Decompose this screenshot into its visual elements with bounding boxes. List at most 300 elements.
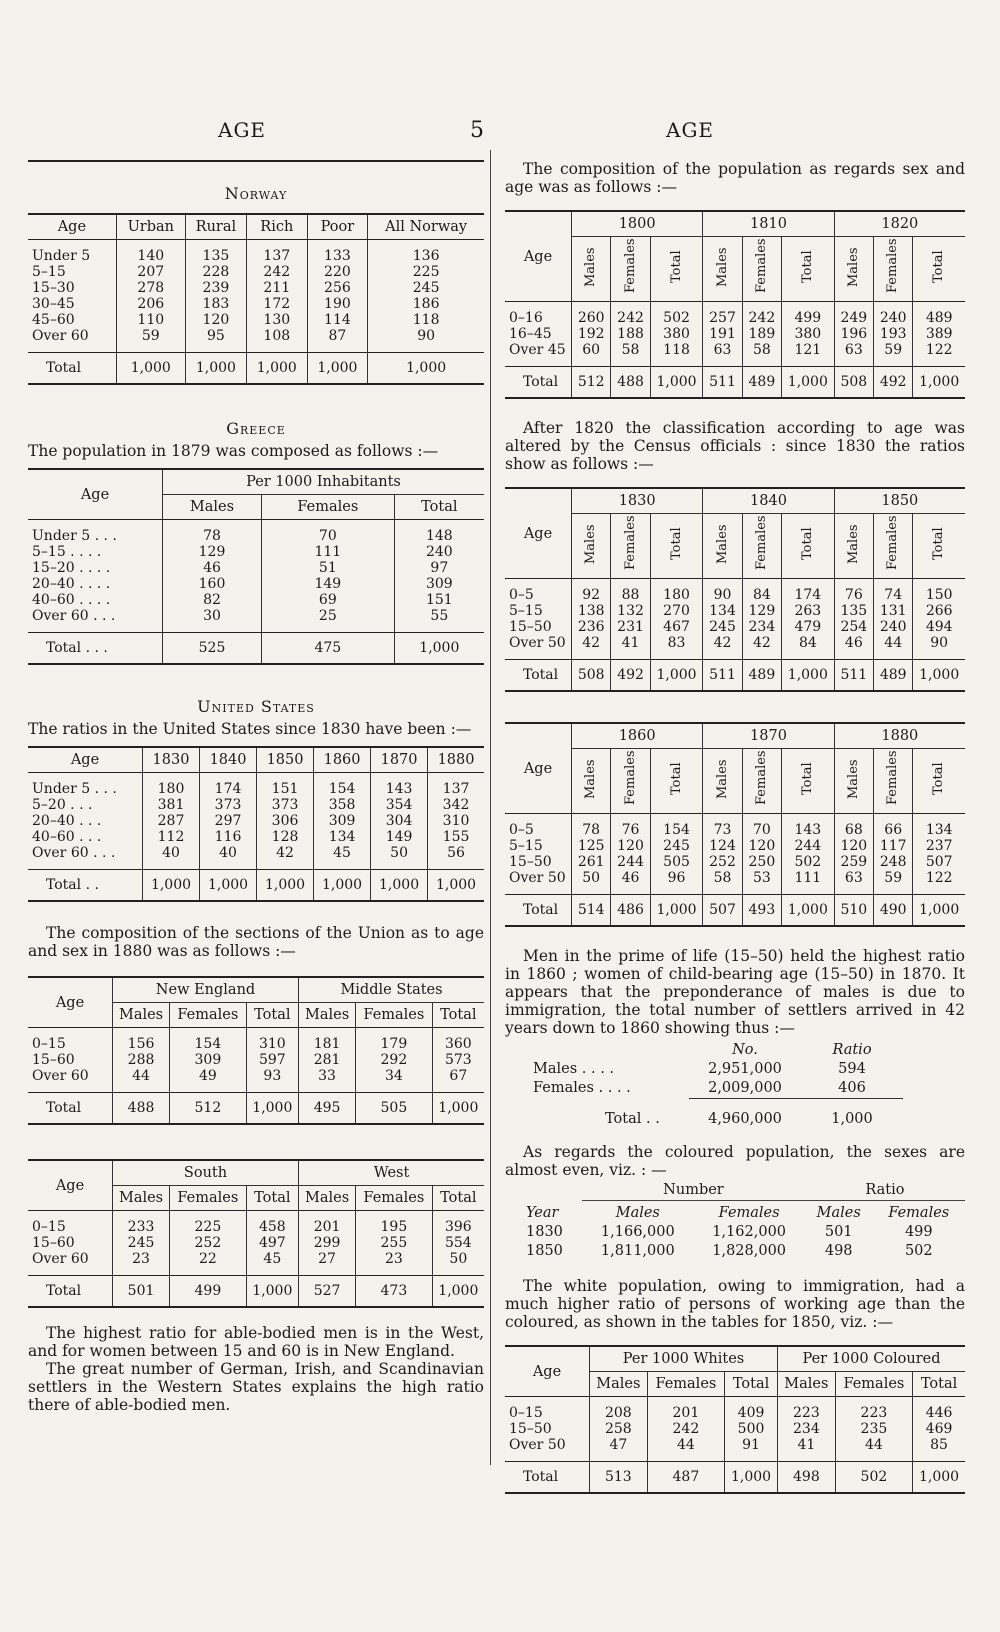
subcolumn-header [650, 514, 703, 579]
settlers-row [523, 1079, 903, 1099]
total-cell: 502 [835, 1462, 912, 1494]
total-row [28, 870, 484, 902]
year-header: 1840 [703, 488, 834, 514]
settlers-col-ratio: Ratio [832, 1042, 872, 1058]
table-row [28, 829, 484, 845]
table-cell: 128 [257, 829, 314, 845]
subcolumn-label: Males [583, 759, 599, 799]
table-row [505, 854, 965, 870]
sections-a-col: Males [113, 1003, 170, 1028]
table-cell: 160 [163, 576, 262, 592]
subcolumn-header [703, 514, 742, 579]
table-cell: 53 [742, 870, 781, 895]
table-cell: 172 [246, 296, 307, 312]
table-cell: 233 [113, 1211, 170, 1236]
total-label: Total [505, 895, 572, 927]
sections-b-col: Total [432, 1186, 484, 1211]
age-header: Age [505, 488, 572, 579]
table-cell: 135 [834, 603, 873, 619]
total-cell: 1,000 [432, 1276, 484, 1308]
total-cell: 493 [742, 895, 781, 927]
total-label: Total [28, 1276, 113, 1308]
total-cell: 490 [874, 895, 913, 927]
table-row [505, 870, 965, 895]
table-row [28, 264, 484, 280]
column-divider [490, 150, 491, 1465]
table-row [28, 845, 484, 870]
total-cell: 1,000 [913, 895, 965, 927]
greece-age-header: Age [28, 469, 163, 520]
coloured-col: Males [816, 1205, 861, 1221]
norway-col-age: Age [28, 214, 116, 240]
table-cell: 380 [650, 326, 703, 342]
table-cell: 206 [116, 296, 185, 312]
row-label: 0–16 [509, 310, 543, 326]
wc-col: Total [913, 1372, 965, 1397]
table-row [28, 773, 484, 798]
total-cell: 498 [778, 1462, 836, 1494]
table-cell: 55 [394, 608, 484, 633]
coloured-year: 1830 [526, 1224, 563, 1240]
sections-b-col: Males [299, 1186, 356, 1211]
table-cell: 59 [874, 342, 913, 367]
subcolumn-label: Females [622, 238, 638, 293]
row-label: 0–15 [32, 1219, 66, 1235]
table-cell: 44 [113, 1068, 170, 1093]
table-cell: 373 [200, 797, 257, 813]
total-cell: 1,000 [913, 1462, 965, 1494]
us-col-1830: 1830 [143, 747, 200, 773]
table-cell: 252 [170, 1235, 247, 1251]
table-cell: 138 [572, 603, 611, 619]
row-label: 5–15 [32, 264, 66, 280]
subcolumn-header [703, 237, 742, 302]
table-cell: 342 [428, 797, 484, 813]
row-label: 30–45 [32, 296, 75, 312]
table-cell: 263 [782, 603, 835, 619]
total-cell: 489 [874, 660, 913, 692]
table-row [28, 1052, 484, 1068]
table-cell: 502 [782, 854, 835, 870]
table-cell: 597 [246, 1052, 298, 1068]
table-cell: 44 [835, 1437, 912, 1462]
table-row [28, 592, 484, 608]
total-cell: 1,000 [246, 353, 307, 385]
table-cell: 266 [913, 603, 965, 619]
subcolumn-header [572, 514, 611, 579]
table-cell: 90 [703, 579, 742, 604]
subcolumn-label: Total [931, 250, 947, 284]
left-closing-p2: The great number of German, Irish, and Scandinavian settlers in the Western States explains the high ratio there of able-bodied men. [28, 1360, 484, 1414]
table-cell: 76 [611, 814, 650, 839]
table-cell: 23 [113, 1251, 170, 1276]
table-row [28, 240, 484, 265]
settlers-total-no: 4,960,000 [689, 1099, 801, 1130]
table-cell: 49 [170, 1068, 247, 1093]
table-row [28, 1211, 484, 1236]
table-row [28, 813, 484, 829]
table-cell: 58 [611, 342, 650, 367]
subcolumn-header [703, 749, 742, 814]
settlers-total-label: Total . . [605, 1111, 660, 1128]
table-cell: 149 [261, 576, 394, 592]
table-cell: 120 [611, 838, 650, 854]
table-cell: 306 [257, 813, 314, 829]
table-cell: 30 [163, 608, 262, 633]
table-cell: 46 [834, 635, 873, 660]
sections-b-age-header: Age [28, 1160, 113, 1211]
table-cell: 250 [742, 854, 781, 870]
row-label: 40–60 . . . [32, 829, 102, 845]
table-cell: 90 [368, 328, 484, 353]
table-cell: 67 [432, 1068, 484, 1093]
row-label: Under 5 [32, 248, 91, 264]
coloured-cell: 1,162,000 [712, 1224, 787, 1240]
table-cell: 258 [590, 1421, 648, 1437]
table-cell: 255 [356, 1235, 433, 1251]
settlers-row [523, 1060, 903, 1079]
table-cell: 188 [611, 326, 650, 342]
year-header: 1880 [834, 723, 965, 749]
table-cell: 240 [874, 302, 913, 327]
right-column [505, 160, 965, 1494]
table-row [28, 1235, 484, 1251]
settlers-cell: 594 [838, 1061, 866, 1077]
sections-a-col: Total [432, 1003, 484, 1028]
table-cell: 573 [432, 1052, 484, 1068]
coloured-cell: 1,828,000 [712, 1243, 787, 1259]
sections-table-south-west [28, 1159, 484, 1308]
table-cell: 120 [742, 838, 781, 854]
table-cell: 310 [246, 1028, 298, 1053]
table-cell: 254 [834, 619, 873, 635]
table-cell: 85 [913, 1437, 965, 1462]
year-header: 1830 [572, 488, 703, 514]
year-header: 1820 [834, 211, 965, 237]
table-cell: 130 [246, 312, 307, 328]
coloured-cell: 499 [904, 1224, 933, 1240]
subcolumn-label: Females [622, 750, 638, 805]
norway-table [28, 213, 484, 385]
table-cell: 299 [299, 1235, 356, 1251]
coloured-row [525, 1242, 965, 1261]
table-cell: 240 [874, 619, 913, 635]
table-row [505, 579, 965, 604]
table-cell: 257 [703, 302, 742, 327]
subcolumn-header [782, 514, 835, 579]
total-cell: 511 [834, 660, 873, 692]
row-label: 0–5 [509, 822, 534, 838]
total-row [505, 660, 965, 692]
table-cell: 245 [650, 838, 703, 854]
row-label: Over 60 [32, 1251, 89, 1267]
total-cell: 1,000 [116, 353, 185, 385]
table-cell: 58 [742, 342, 781, 367]
white-population-text: The white population, owing to immigration, had a much higher ratio of persons of working age than the coloured, as shown in the tables for 1850, viz. :— [505, 1277, 965, 1331]
table-row [505, 1397, 965, 1422]
table-cell: 494 [913, 619, 965, 635]
row-label: 45–60 [32, 312, 75, 328]
total-row [505, 895, 965, 927]
subcolumn-label: Males [845, 759, 861, 799]
table-cell: 131 [874, 603, 913, 619]
sections-a-group1: New England [113, 977, 299, 1003]
sections-a-col: Females [356, 1003, 433, 1028]
table-cell: 133 [307, 240, 368, 265]
total-row [28, 633, 484, 665]
table-cell: 121 [782, 342, 835, 367]
table-cell: 554 [432, 1235, 484, 1251]
us-col-1850: 1850 [257, 747, 314, 773]
left-closing-p1: The highest ratio for able-bodied men is in the West, and for women between 15 and 60 is in New England. [28, 1324, 484, 1360]
table-cell: 44 [874, 635, 913, 660]
table-cell: 59 [116, 328, 185, 353]
total-cell: 486 [611, 895, 650, 927]
composition-table-1830-1850 [505, 487, 965, 692]
table-cell: 118 [650, 342, 703, 367]
table-cell: 186 [368, 296, 484, 312]
row-label: 15–50 [509, 1421, 552, 1437]
row-label: 5–15 . . . . [32, 544, 102, 560]
total-cell: 1,000 [913, 367, 965, 399]
row-label: 15–50 [509, 854, 552, 870]
us-col-age: Age [28, 747, 143, 773]
table-cell: 242 [647, 1421, 724, 1437]
row-label: 15–30 [32, 280, 75, 296]
table-cell: 242 [742, 302, 781, 327]
table-cell: 25 [261, 608, 394, 633]
left-running-head: AGE [218, 118, 267, 142]
total-cell: 475 [261, 633, 394, 665]
table-cell: 234 [778, 1421, 836, 1437]
row-label: Under 5 . . . [32, 528, 117, 544]
row-label: 15–20 . . . . [32, 560, 111, 576]
table-cell: 256 [307, 280, 368, 296]
sections-a-col: Females [170, 1003, 247, 1028]
subcolumn-header [782, 749, 835, 814]
subcolumn-header [611, 749, 650, 814]
left-column [28, 160, 484, 1414]
table-cell: 73 [703, 814, 742, 839]
table-cell: 125 [572, 838, 611, 854]
settlers-label: Females . . . . [533, 1080, 631, 1097]
table-cell: 469 [913, 1421, 965, 1437]
subcolumn-header [572, 237, 611, 302]
table-cell: 129 [163, 544, 262, 560]
table-row [505, 635, 965, 660]
table-cell: 22 [170, 1251, 247, 1276]
subcolumn-header [874, 237, 913, 302]
total-cell: 1,000 [913, 660, 965, 692]
table-row [505, 619, 965, 635]
subcolumn-label: Males [845, 247, 861, 287]
table-cell: 497 [246, 1235, 298, 1251]
total-cell: 1,000 [782, 660, 835, 692]
table-cell: 236 [572, 619, 611, 635]
table-cell: 50 [572, 870, 611, 895]
table-cell: 244 [611, 854, 650, 870]
table-cell: 409 [725, 1397, 778, 1422]
table-cell: 40 [200, 845, 257, 870]
row-label: 0–15 [32, 1036, 66, 1052]
year-header: 1800 [572, 211, 703, 237]
table-cell: 149 [371, 829, 428, 845]
total-cell: 1,000 [432, 1093, 484, 1125]
total-cell: 512 [572, 367, 611, 399]
settlers-label: Males . . . . [533, 1061, 615, 1077]
us-col-1860: 1860 [314, 747, 371, 773]
coloured-text: As regards the coloured population, the sexes are almost even, viz. : — [505, 1143, 965, 1179]
table-cell: 287 [143, 813, 200, 829]
subcolumn-header [834, 514, 873, 579]
table-cell: 220 [307, 264, 368, 280]
subcolumn-label: Females [885, 515, 901, 570]
subcolumn-header [913, 749, 965, 814]
table-cell: 122 [913, 342, 965, 367]
subcolumn-label: Total [931, 527, 947, 561]
table-cell: 191 [703, 326, 742, 342]
table-row [28, 797, 484, 813]
table-row [28, 608, 484, 633]
table-cell: 155 [428, 829, 484, 845]
us-table [28, 746, 484, 902]
subcolumn-label: Females [753, 238, 769, 293]
table-cell: 288 [113, 1052, 170, 1068]
table-cell: 44 [647, 1437, 724, 1462]
right-intro: The composition of the population as regards sex and age was as follows :— [505, 160, 965, 196]
table-row [505, 1437, 965, 1462]
total-cell: 1,000 [246, 1276, 298, 1308]
total-cell: 1,000 [650, 660, 703, 692]
table-cell: 360 [432, 1028, 484, 1053]
total-cell: 495 [299, 1093, 356, 1125]
row-label: 20–40 . . . [32, 813, 102, 829]
total-cell: 525 [163, 633, 262, 665]
wc-group1: Per 1000 Whites [590, 1346, 778, 1372]
wc-group2: Per 1000 Coloured [778, 1346, 965, 1372]
total-label: Total [28, 1093, 113, 1125]
sections-b-col: Males [113, 1186, 170, 1211]
table-cell: 358 [314, 797, 371, 813]
subcolumn-label: Total [799, 762, 815, 796]
table-cell: 310 [428, 813, 484, 829]
wc-col: Males [590, 1372, 648, 1397]
table-cell: 446 [913, 1397, 965, 1422]
total-cell: 1,000 [246, 1093, 298, 1125]
subcolumn-label: Females [885, 238, 901, 293]
row-label: 5–20 . . . [32, 797, 93, 813]
year-header: 1860 [572, 723, 703, 749]
total-cell: 492 [874, 367, 913, 399]
total-cell: 492 [611, 660, 650, 692]
table-cell: 154 [650, 814, 703, 839]
table-row [28, 1068, 484, 1093]
table-cell: 135 [185, 240, 246, 265]
table-row [505, 838, 965, 854]
subcolumn-label: Total [931, 762, 947, 796]
table-cell: 150 [913, 579, 965, 604]
total-cell: 473 [356, 1276, 433, 1308]
table-cell: 58 [703, 870, 742, 895]
table-cell: 192 [572, 326, 611, 342]
table-cell: 143 [371, 773, 428, 798]
row-label: Over 60 . . . [32, 608, 116, 624]
table-cell: 92 [572, 579, 611, 604]
table-cell: 156 [113, 1028, 170, 1053]
subcolumn-header [913, 237, 965, 302]
total-cell: 505 [356, 1093, 433, 1125]
greece-intro: The population in 1879 was composed as follows :— [28, 442, 439, 460]
table-cell: 154 [170, 1028, 247, 1053]
table-cell: 223 [778, 1397, 836, 1422]
total-cell: 1,000 [368, 353, 484, 385]
total-cell: 487 [647, 1462, 724, 1494]
table-cell: 134 [314, 829, 371, 845]
table-cell: 108 [246, 328, 307, 353]
table-cell: 140 [116, 240, 185, 265]
row-label: 15–60 [32, 1235, 75, 1251]
table-cell: 309 [394, 576, 484, 592]
total-cell: 1,000 [394, 633, 484, 665]
table-cell: 259 [834, 854, 873, 870]
total-cell: 1,000 [782, 367, 835, 399]
total-cell: 488 [611, 367, 650, 399]
table-cell: 41 [778, 1437, 836, 1462]
table-cell: 245 [113, 1235, 170, 1251]
prime-of-life-text: Men in the prime of life (15–50) held the highest ratio in 1860 ; women of child-bearing age (15–50) in 1870. It appears that the preponderance of males is due to immigration, the total number of settlers arrived in 42 years down to 1860 showing thus :— [505, 947, 965, 1037]
greece-col-females: Females [261, 495, 394, 520]
row-label: Over 50 [509, 870, 566, 886]
table-row [28, 1028, 484, 1053]
greece-col-total: Total [394, 495, 484, 520]
norway-col-rural: Rural [185, 214, 246, 240]
right-running-head: AGE [666, 118, 715, 142]
coloured-group-ratio: Ratio [805, 1181, 965, 1201]
coloured-col-year: Year [526, 1204, 559, 1221]
row-label: 5–15 [509, 838, 543, 854]
table-cell: 122 [913, 870, 965, 895]
table-row [505, 814, 965, 839]
table-cell: 60 [572, 342, 611, 367]
coloured-row [525, 1223, 965, 1242]
greece-title: Greece [226, 419, 286, 438]
table-cell: 111 [261, 544, 394, 560]
coloured-cell: 501 [824, 1224, 853, 1240]
total-label: Total [505, 1462, 590, 1494]
table-cell: 179 [356, 1028, 433, 1053]
total-label: Total [505, 367, 572, 399]
page-number: 5 [470, 118, 485, 143]
table-cell: 240 [394, 544, 484, 560]
table-cell: 190 [307, 296, 368, 312]
table-cell: 396 [432, 1211, 484, 1236]
subcolumn-header [834, 749, 873, 814]
table-cell: 196 [834, 326, 873, 342]
coloured-cell: 498 [824, 1243, 853, 1259]
us-intro: The ratios in the United States since 1830 have been :— [28, 720, 472, 738]
table-cell: 201 [299, 1211, 356, 1236]
row-label: Under 5 . . . [32, 781, 117, 797]
sections-b-group2: West [299, 1160, 484, 1186]
sections-a-col: Total [246, 1003, 298, 1028]
row-label: 5–15 [509, 603, 543, 619]
table-cell: 42 [742, 635, 781, 660]
subcolumn-label: Females [753, 515, 769, 570]
subcolumn-header [650, 237, 703, 302]
total-cell: 499 [170, 1276, 247, 1308]
table-cell: 93 [246, 1068, 298, 1093]
sections-b-col: Females [170, 1186, 247, 1211]
